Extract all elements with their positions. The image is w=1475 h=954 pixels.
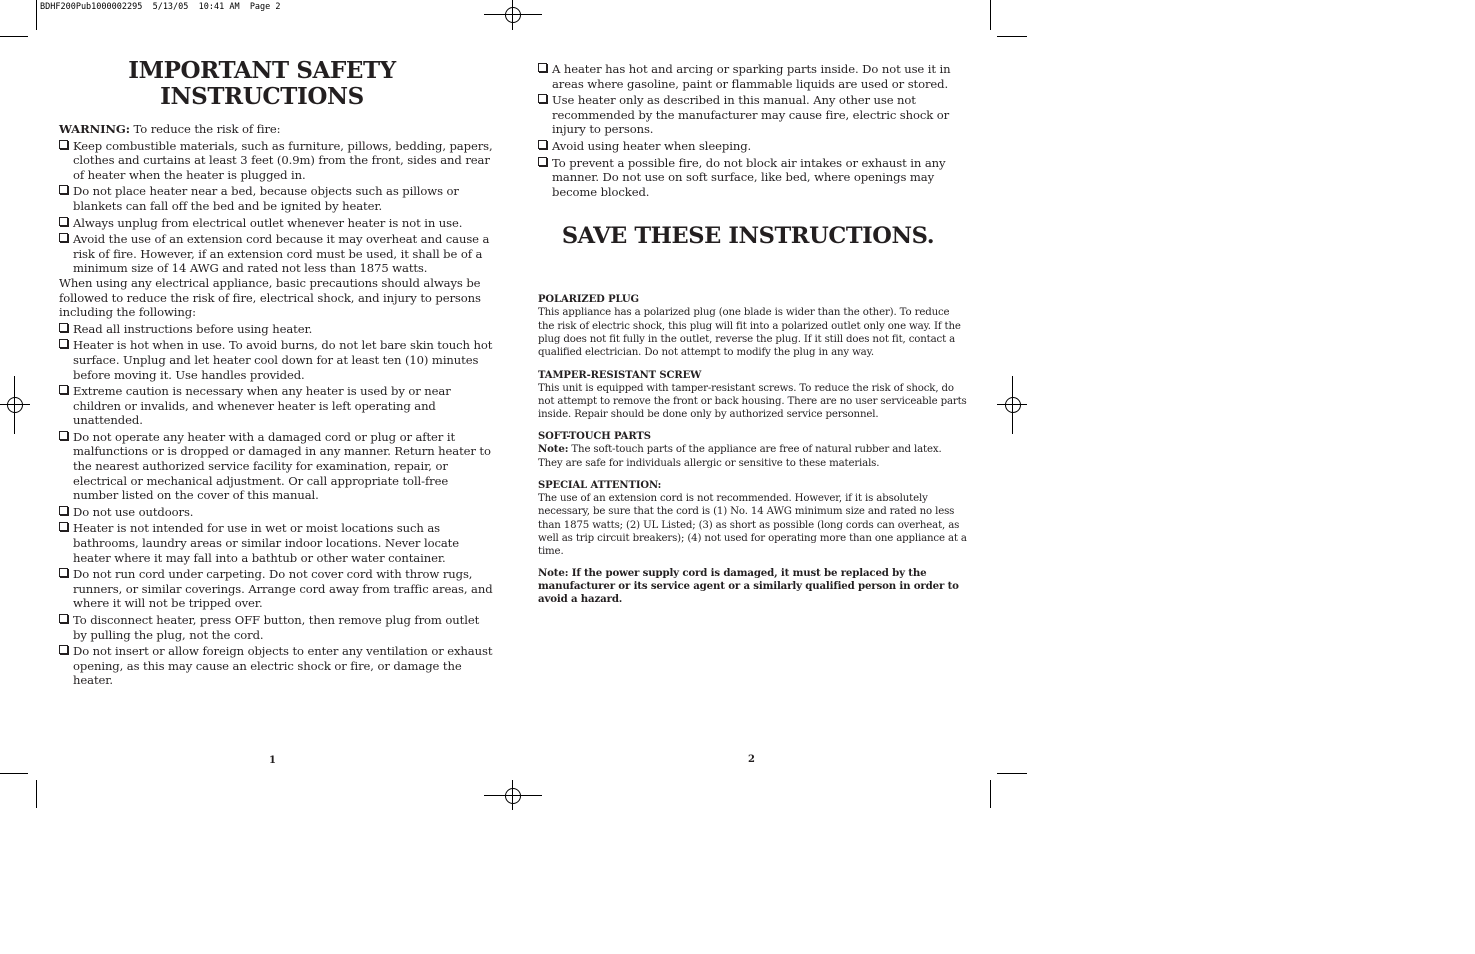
checkbox-bullet-icon [538, 157, 547, 166]
right-page-body [538, 60, 968, 606]
tamper-resistant-section [538, 369, 968, 422]
general-precautions-text: When using any electrical appliance, basic precautions should always be followed to reduce the risk of fire, electrical shock, and injury to persons including the following: [59, 275, 481, 320]
list-item: Do not run cord under carpeting. Do not cover cord with throw rugs, runners, or similar coverings. Arrange cord away from traffic areas, and where it will not be tripped over. [59, 567, 493, 611]
list-item: Do not operate any heater with a damaged cord or plug or after it malfunctions or is dropped or damaged in any manner. Return heater to the nearest authorized service facility for examination, repair, or electrical or mechanical adjustment. Or call appropriate toll-free number listed on the cover of this manual. [59, 430, 493, 503]
page-title [80, 58, 444, 110]
crop-mark [36, 0, 37, 30]
crop-mark [0, 773, 28, 774]
list-item: To disconnect heater, press OFF button, then remove plug from outlet by pulling the plug, not the cord. [59, 613, 493, 642]
page-number-right: 2 [748, 754, 755, 765]
checkbox-bullet-icon [59, 140, 68, 149]
power-cord-note: Note: If the power supply cord is damaged, it must be replaced by the manufacturer or its service agent or a similarly qualified person in order to avoid a hazard. [538, 566, 959, 606]
list-item: Use heater only as described in this manual. Any other use not recommended by the manufacturer may cause fire, electric shock or injury to persons. [538, 93, 968, 137]
crop-mark [990, 0, 991, 30]
checkbox-bullet-icon [538, 140, 547, 149]
checkbox-bullet-icon [59, 431, 68, 440]
crop-mark [990, 780, 991, 808]
list-item: Heater is hot when in use. To avoid burns, do not let bare skin touch hot surface. Unplug and let heater cool down for at least ten (10) minutes before moving it. Use handles provided. [59, 338, 493, 382]
section-text: The use of an extension cord is not recommended. However, if it is absolutely necessary, be sure that the cord is (1) No. 14 AWG minimum size and rated no less than 1875 watts; (2) UL Listed; (3) as short as possible (long cords can overheat, as well as trip circuit breakers); (4) not used for operating more than one appliance at a time. [538, 493, 967, 558]
checkbox-bullet-icon [59, 614, 68, 623]
list-item: A heater has hot and arcing or sparking parts inside. Do not use it in areas where gasoline, paint or flammable liquids are used or stored. [538, 62, 968, 91]
title-line-1: IMPORTANT SAFETY [128, 57, 396, 84]
crop-mark [997, 773, 1027, 774]
warning-text: To reduce the risk of fire: [129, 122, 281, 136]
crop-mark [0, 36, 28, 37]
list-item: Avoid the use of an extension cord because it may overheat and cause a risk of fire. However, if an extension cord must be used, it shall be of a minimum size of 14 AWG and rated not less than 1875 watts. [59, 232, 493, 276]
soft-touch-section [538, 430, 968, 470]
checkbox-bullet-icon [59, 323, 68, 332]
list-item: Read all instructions before using heater. [59, 322, 493, 337]
print-slug: BDHF200Pub1000002295 5/13/05 10:41 AM Page 2 [40, 2, 281, 12]
list-item: Do not use outdoors. [59, 505, 493, 520]
section-text: Note: The soft-touch parts of the appliance are free of natural rubber and latex. They are safe for individuals allergic or sensitive to these materials. [538, 443, 942, 469]
checkbox-bullet-icon [538, 63, 547, 72]
checkbox-bullet-icon [59, 385, 68, 394]
section-heading: SOFT-TOUCH PARTS [538, 431, 651, 443]
list-item: Extreme caution is necessary when any heater is used by or near children or invalids, and whenever heater is left operating and unattended. [59, 384, 493, 428]
crop-mark [997, 36, 1027, 37]
checkbox-bullet-icon [59, 522, 68, 531]
polarized-plug-section [538, 293, 968, 359]
list-item: Always unplug from electrical outlet whenever heater is not in use. [59, 216, 493, 231]
warning-label: WARNING: [59, 122, 130, 136]
bullet-list-a [59, 139, 493, 276]
crop-mark [36, 780, 37, 808]
section-heading: TAMPER-RESISTANT SCREW [538, 369, 702, 381]
list-item: Heater is not intended for use in wet or moist locations such as bathrooms, laundry areas or similar indoor locations. Never locate heater where it may fall into a bathtub or other water container. [59, 521, 493, 565]
checkbox-bullet-icon [59, 568, 68, 577]
checkbox-bullet-icon [59, 185, 68, 194]
section-heading: POLARIZED PLUG [538, 294, 639, 306]
list-item: Do not place heater near a bed, because objects such as pillows or blankets can fall off the bed and be ignited by heater. [59, 184, 493, 213]
list-item: Avoid using heater when sleeping. [538, 139, 968, 154]
special-attention-section [538, 479, 968, 558]
list-item: To prevent a possible fire, do not block air intakes or exhaust in any manner. Do not use on soft surface, like bed, where openings may become blocked. [538, 156, 968, 200]
bullet-list-b [59, 322, 493, 688]
checkbox-bullet-icon [59, 645, 68, 654]
note-label: Note: [538, 443, 569, 456]
checkbox-bullet-icon [59, 233, 68, 242]
bullet-list-c [538, 62, 968, 199]
checkbox-bullet-icon [59, 506, 68, 515]
list-item: Keep combustible materials, such as furniture, pillows, bedding, papers, clothes and curtains at least 3 feet (0.9m) from the front, sides and rear of heater when the heater is plugged in. [59, 139, 493, 183]
checkbox-bullet-icon [538, 94, 547, 103]
checkbox-bullet-icon [59, 339, 68, 348]
left-page-body [59, 122, 493, 688]
section-heading: SPECIAL ATTENTION: [538, 480, 662, 492]
page-number-left: 1 [269, 755, 276, 766]
title-line-2: INSTRUCTIONS [160, 83, 364, 110]
list-item: Do not insert or allow foreign objects to enter any ventilation or exhaust opening, as this may cause an electric shock or fire, or damage the heater. [59, 644, 493, 688]
save-instructions-title: SAVE THESE INSTRUCTIONS. [561, 223, 935, 250]
checkbox-bullet-icon [59, 217, 68, 226]
section-text: This appliance has a polarized plug (one blade is wider than the other). To reduce the risk of electric shock, this plug will fit into a polarized outlet only one way. If the plug does not fit fully in the outlet, reverse the plug. If it still does not fit, contact a qualified electrician. Do not attempt to modify the plug in any way. [538, 307, 961, 359]
warning-line [59, 122, 493, 137]
section-text: This unit is equipped with tamper-resistant screws. To reduce the risk of shock, do not attempt to remove the front or back housing. There are no user serviceable parts inside. Repair should be done only by authorized service personnel. [538, 382, 967, 421]
